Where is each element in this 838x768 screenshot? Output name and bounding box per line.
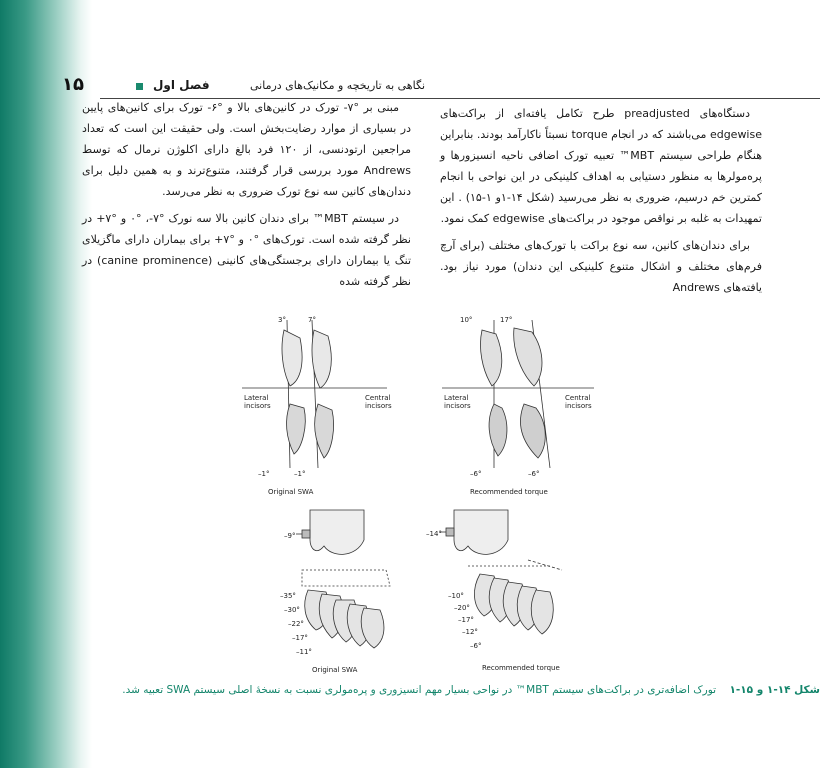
angle-label: –6° <box>470 642 482 650</box>
caption-text: تورک اضافه‌تری در براکت‌های سیستم MBT™ در نواحی بسیار مهم انسیزوری و پره‌مولری نسبت به نسخهٔ اصلی سیستم SWA تعبیه شد. <box>122 684 717 696</box>
paragraph: مبنی بر °۷- تورک در کانین‌های بالا و °۶- تورک برای کانین‌های پایین در بسیاری از موارد رضایت‌بخش است. ولی حقیقت این است که تعداد مراجعین ارتودنسی، از ۱۲۰ فرد بالغ دارای اکلوژن نرمال که توسط Andrews مورد بررسی قرار گرفتند، متنوع‌ترند و به همین دلیل برای دندان‌های کانین سه نوع تورک ضروری به نظر می‌رسد. <box>82 101 411 198</box>
page-number: ۱۵ <box>62 74 84 95</box>
angle-label: 17° <box>500 316 513 324</box>
angle-label: –20° <box>454 604 470 612</box>
incisors-label: incisors <box>365 402 392 410</box>
panel-bottom-right <box>468 560 562 634</box>
panel-mid-left <box>296 510 364 554</box>
caption-label: شکل ۱۴-۱ و ۱۵-۱ <box>729 684 820 696</box>
incisors-label: incisors <box>244 402 271 410</box>
angle-label: 10° <box>460 316 473 324</box>
panel-caption: Original SWA <box>312 666 358 674</box>
angle-label: –11° <box>296 648 312 656</box>
angle-label: –1° <box>294 470 306 478</box>
incisors-label: incisors <box>565 402 592 410</box>
torque-figure <box>232 308 614 680</box>
panel-caption: Recommended torque <box>482 664 560 672</box>
angle-label: 7° <box>308 316 316 324</box>
running-title: نگاهی به تاریخچه و مکانیک‌های درمانی <box>250 79 426 92</box>
central-label: Central <box>365 394 391 402</box>
angle-label: –14° <box>426 530 442 538</box>
paragraph: برای دندان‌های کانین، سه نوع براکت با تورک‌های مختلف (برای آرچ فرم‌های مختلف و اشکال متنوع کلینیکی این دندان) مورد نیاز بود. یافته‌های Andrews <box>440 239 762 294</box>
panel-bottom-left <box>302 570 390 648</box>
paragraph: دستگاه‌های preadjusted طرح تکامل یافته‌ای از براکت‌های edgewise می‌باشند که در انجام torque نسبتاً ناکارآمد بودند. بنابراین هنگام طراحی سیستم MBT™ تعبیه تورک اضافی ناحیه انسیزورها و پره‌مولرها به منظور دستیابی به اهداف کلینیکی در این نواحی با انجام کمترین خم درسیم، ضروری به نظر می‌رسید (شکل ۱۴-۱و ۱-۱۵) . این تمهیدات به غلبه بر نواقص موجود در براکت‌های edgewise کمک نمود. <box>440 107 762 225</box>
panel-mid-right <box>440 510 508 554</box>
page-edge-gradient <box>0 0 92 768</box>
header-bullet <box>136 83 143 90</box>
angle-label: –6° <box>528 470 540 478</box>
figure-caption <box>100 683 820 697</box>
panel-caption: Original SWA <box>268 488 314 496</box>
lateral-label: Lateral <box>444 394 469 402</box>
panel-caption: Recommended torque <box>470 488 548 496</box>
angle-label: –12° <box>462 628 478 636</box>
right-text-column <box>440 103 762 304</box>
angle-label: –9° <box>284 532 296 540</box>
angle-label: –1° <box>258 470 270 478</box>
angle-label: –30° <box>284 606 300 614</box>
angle-label: 3° <box>278 316 286 324</box>
chapter-label: فصل اول <box>153 78 210 92</box>
angle-label: –10° <box>448 592 464 600</box>
paragraph: در سیستم MBT™ برای دندان کانین بالا سه نورک °۷-، °۰ و °۷+ در نظر گرفته شده است. تورک‌های °۰ و °۷+ برای بیماران دارای ماگزیلای تنگ یا بیماران دارای برجستگی‌های کانینی (canine prominence) در نظر گرفته شده <box>82 212 411 288</box>
incisors-label: incisors <box>444 402 471 410</box>
page-header <box>62 74 820 98</box>
angle-label: –17° <box>458 616 474 624</box>
angle-label: –6° <box>470 470 482 478</box>
lateral-label: Lateral <box>244 394 269 402</box>
angle-label: –35° <box>280 592 296 600</box>
angle-label: –22° <box>288 620 304 628</box>
left-text-column <box>82 97 411 298</box>
angle-label: –17° <box>292 634 308 642</box>
central-label: Central <box>565 394 591 402</box>
